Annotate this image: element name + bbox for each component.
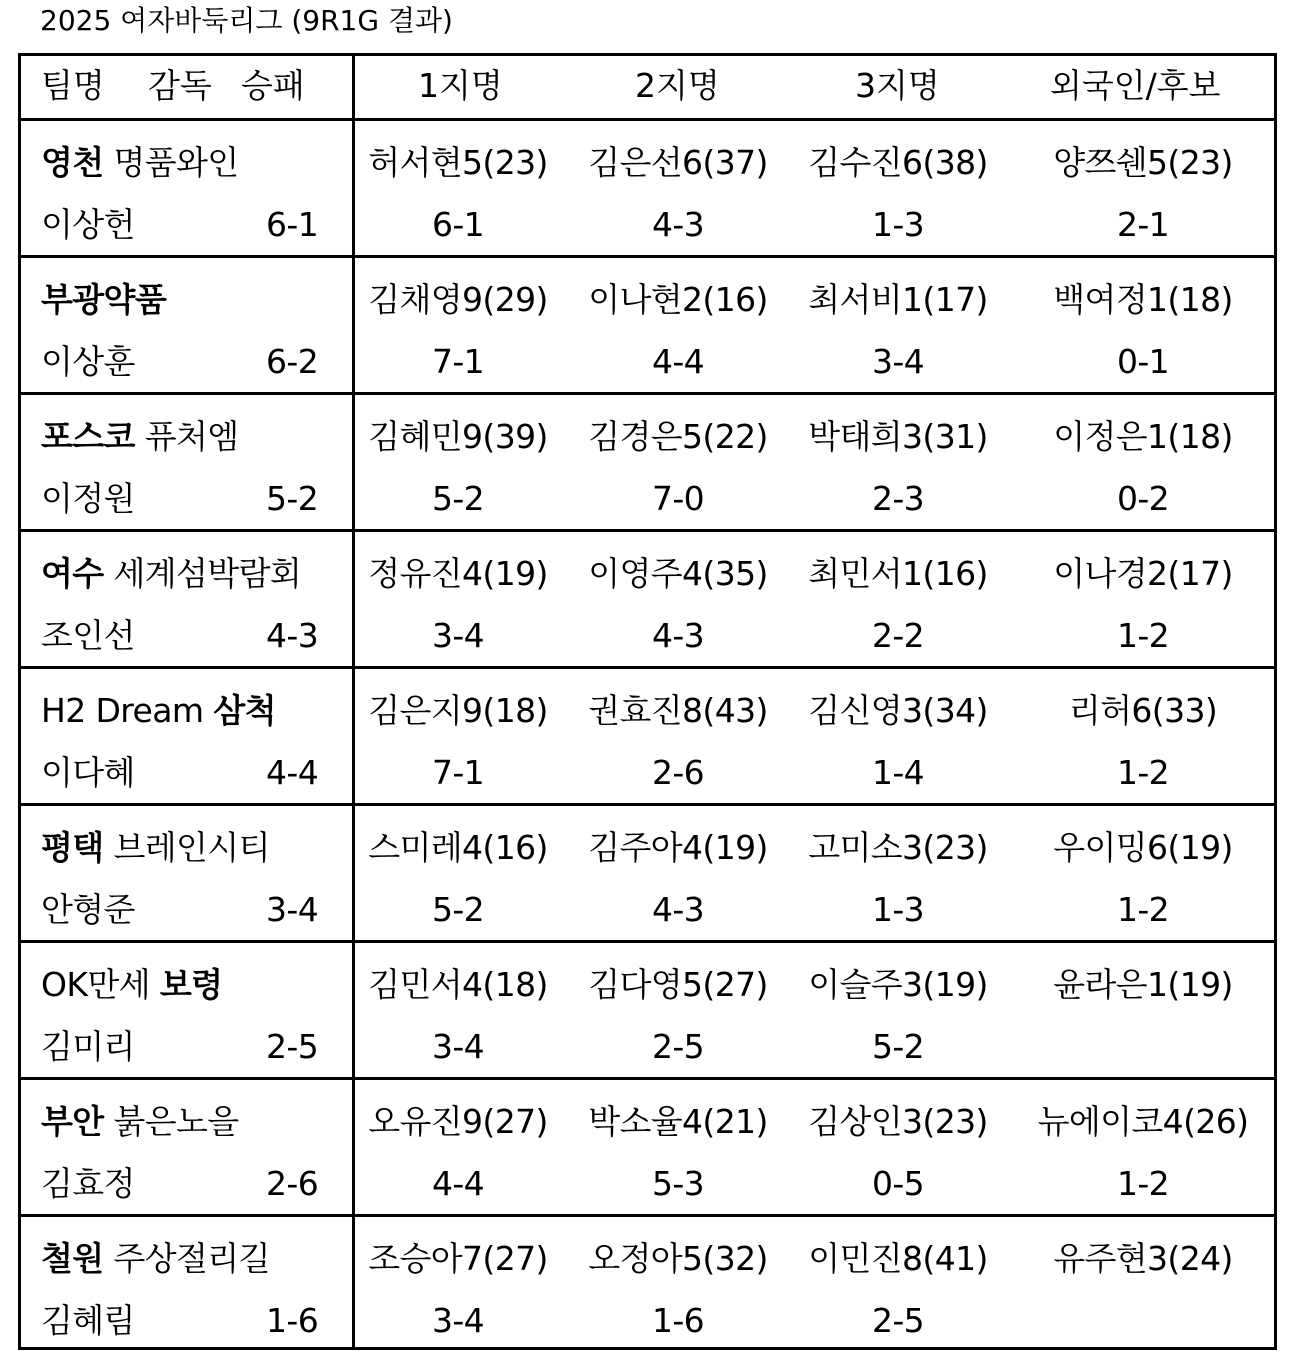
player-record: 3-4 xyxy=(871,342,925,381)
player-record: 3-4 xyxy=(431,616,485,655)
player-name: 김혜민9(39) xyxy=(368,417,548,456)
player-name: 박소율4(21) xyxy=(588,1102,768,1141)
row-divider xyxy=(21,940,1274,943)
team-name-rest: 붉은노을 xyxy=(103,1102,239,1141)
player-name: 김주아4(19) xyxy=(588,828,768,867)
player-record: 5-2 xyxy=(871,1027,925,1066)
team-record: 6-2 xyxy=(266,342,319,381)
player-name: 최서비1(17) xyxy=(808,280,988,319)
player-name: 양쯔쉔5(23) xyxy=(1053,143,1233,182)
table-row xyxy=(21,806,1274,940)
player-name: 백여정1(18) xyxy=(1053,280,1233,319)
team-name-bold: 포스코 xyxy=(41,417,135,456)
coach-name: 김혜림 xyxy=(41,1301,135,1340)
player-record: 1-6 xyxy=(651,1301,705,1340)
player-record: 7-0 xyxy=(651,479,705,518)
player-name: 최민서1(16) xyxy=(808,554,988,593)
player-name: 김민서4(18) xyxy=(368,965,548,1004)
row-divider xyxy=(21,529,1274,532)
player-name: 조승아7(27) xyxy=(368,1239,548,1278)
player-name: 김수진6(38) xyxy=(808,143,988,182)
player-record: 4-4 xyxy=(651,342,705,381)
player-record: 2-1 xyxy=(1116,205,1170,244)
team-record: 4-3 xyxy=(266,616,319,655)
team-name-rest: 명품와인 xyxy=(103,143,239,182)
table-row xyxy=(21,258,1274,392)
row-divider xyxy=(21,392,1274,395)
table-header xyxy=(21,56,1274,118)
team-name-rest: 주상절리길 xyxy=(103,1239,270,1278)
team-name xyxy=(41,141,239,185)
player-name: 김신영3(34) xyxy=(808,691,988,730)
header-p2: 2지명 xyxy=(635,66,720,105)
header-coach: 감독 xyxy=(148,66,212,105)
team-name-bold: 평택 xyxy=(41,828,104,867)
player-record: 0-5 xyxy=(871,1164,925,1203)
player-record: 2-5 xyxy=(871,1301,925,1340)
player-record: 4-3 xyxy=(651,205,705,244)
row-divider xyxy=(21,803,1274,806)
player-record: 4-3 xyxy=(651,616,705,655)
player-name: 이정은1(18) xyxy=(1053,417,1233,456)
row-divider xyxy=(21,666,1274,669)
player-name: 김채영9(29) xyxy=(368,280,548,319)
team-name xyxy=(41,415,239,459)
player-record: 4-4 xyxy=(431,1164,485,1203)
team-record: 4-4 xyxy=(266,753,319,792)
coach-name: 안형준 xyxy=(41,890,135,929)
team-name xyxy=(41,552,301,596)
table-row xyxy=(21,532,1274,666)
player-record: 2-3 xyxy=(871,479,925,518)
team-name-bold: 보령 xyxy=(159,965,223,1004)
team-name-rest: OK만세 xyxy=(41,965,160,1004)
team-name-bold: 영천 xyxy=(41,143,104,182)
player-record: 5-2 xyxy=(431,479,485,518)
team-record: 2-5 xyxy=(266,1027,319,1066)
player-record: 7-1 xyxy=(431,342,485,381)
player-name: 윤라은1(19) xyxy=(1053,965,1233,1004)
header-team: 팀명 xyxy=(41,66,105,105)
coach-name: 김미리 xyxy=(41,1027,135,1066)
header-p1: 1지명 xyxy=(418,66,503,105)
coach-name: 이상훈 xyxy=(41,342,135,381)
page-title: 2025 여자바둑리그 (9R1G 결과) xyxy=(40,4,453,37)
player-name: 권효진8(43) xyxy=(588,691,768,730)
table-row xyxy=(21,395,1274,529)
team-record: 3-4 xyxy=(266,890,319,929)
table-row xyxy=(21,669,1274,803)
player-record: 2-2 xyxy=(871,616,925,655)
player-record: 1-2 xyxy=(1116,616,1170,655)
header-p3: 3지명 xyxy=(855,66,940,105)
coach-name: 이상헌 xyxy=(41,205,135,244)
player-name: 이영주4(35) xyxy=(588,554,768,593)
player-name: 이민진8(41) xyxy=(808,1239,988,1278)
team-name-bold: 삼척 xyxy=(213,691,276,730)
player-name: 허서현5(23) xyxy=(368,143,548,182)
player-name: 김경은5(22) xyxy=(588,417,768,456)
table-row xyxy=(21,121,1274,255)
team-name xyxy=(41,689,276,733)
team-name-rest: 브레인시티 xyxy=(103,828,270,867)
coach-name: 이정원 xyxy=(41,479,135,518)
player-record: 3-4 xyxy=(431,1301,485,1340)
player-record: 2-6 xyxy=(651,753,705,792)
team-record: 2-6 xyxy=(266,1164,319,1203)
player-name: 이나현2(16) xyxy=(588,280,768,319)
player-record: 5-2 xyxy=(431,890,485,929)
team-name xyxy=(41,278,166,322)
player-record: 0-1 xyxy=(1116,342,1170,381)
player-name: 이슬주3(19) xyxy=(808,965,988,1004)
table-row xyxy=(21,1217,1274,1351)
player-record: 5-3 xyxy=(651,1164,705,1203)
team-name xyxy=(41,1100,239,1144)
player-name: 리허6(33) xyxy=(1068,691,1218,730)
player-name: 이나경2(17) xyxy=(1053,554,1233,593)
team-name-bold: 여수 xyxy=(41,554,104,593)
team-name xyxy=(41,1237,270,1281)
player-name: 김은지9(18) xyxy=(368,691,548,730)
player-name: 김은선6(37) xyxy=(588,143,768,182)
coach-name: 이다혜 xyxy=(41,753,135,792)
coach-name: 조인선 xyxy=(41,616,135,655)
team-name-rest: 퓨처엠 xyxy=(134,417,239,456)
player-name: 스미레4(16) xyxy=(368,828,548,867)
row-divider xyxy=(21,255,1274,258)
row-divider xyxy=(21,1077,1274,1080)
player-record: 6-1 xyxy=(431,205,485,244)
row-divider xyxy=(21,1214,1274,1217)
player-record: 7-1 xyxy=(431,753,485,792)
table-row xyxy=(21,1080,1274,1214)
player-record: 3-4 xyxy=(431,1027,485,1066)
player-name: 뉴에이코4(26) xyxy=(1037,1102,1249,1141)
header-p4: 외국인/후보 xyxy=(1050,66,1221,105)
team-name-rest: H2 Dream xyxy=(41,691,214,730)
team-name xyxy=(41,963,222,1007)
player-record: 4-3 xyxy=(651,890,705,929)
player-record: 1-4 xyxy=(871,753,925,792)
table-row xyxy=(21,943,1274,1077)
player-record: 1-2 xyxy=(1116,1164,1170,1203)
player-record: 2-5 xyxy=(651,1027,705,1066)
results-table xyxy=(18,53,1277,1350)
player-name: 김상인3(23) xyxy=(808,1102,988,1141)
header-record: 승패 xyxy=(241,66,305,105)
team-record: 5-2 xyxy=(266,479,319,518)
player-record: 1-2 xyxy=(1116,890,1170,929)
player-name: 오유진9(27) xyxy=(368,1102,548,1141)
player-name: 오정아5(32) xyxy=(588,1239,768,1278)
team-name-rest: 세계섬박람회 xyxy=(103,554,302,593)
player-name: 김다영5(27) xyxy=(588,965,768,1004)
player-name: 고미소3(23) xyxy=(808,828,988,867)
player-record: 1-3 xyxy=(871,205,925,244)
player-record: 0-2 xyxy=(1116,479,1170,518)
player-record: 1-2 xyxy=(1116,753,1170,792)
coach-name: 김효정 xyxy=(41,1164,135,1203)
team-name-bold: 부안 xyxy=(41,1102,104,1141)
team-name-bold: 부광약품 xyxy=(41,280,167,319)
team-record: 6-1 xyxy=(266,205,319,244)
player-name: 정유진4(19) xyxy=(368,554,548,593)
player-record: 1-3 xyxy=(871,890,925,929)
team-name-bold: 철원 xyxy=(41,1239,104,1278)
player-name: 우이밍6(19) xyxy=(1053,828,1233,867)
team-record: 1-6 xyxy=(266,1301,319,1340)
team-name xyxy=(41,826,270,870)
player-name: 유주현3(24) xyxy=(1053,1239,1233,1278)
row-divider xyxy=(21,118,1274,121)
player-name: 박태희3(31) xyxy=(808,417,988,456)
